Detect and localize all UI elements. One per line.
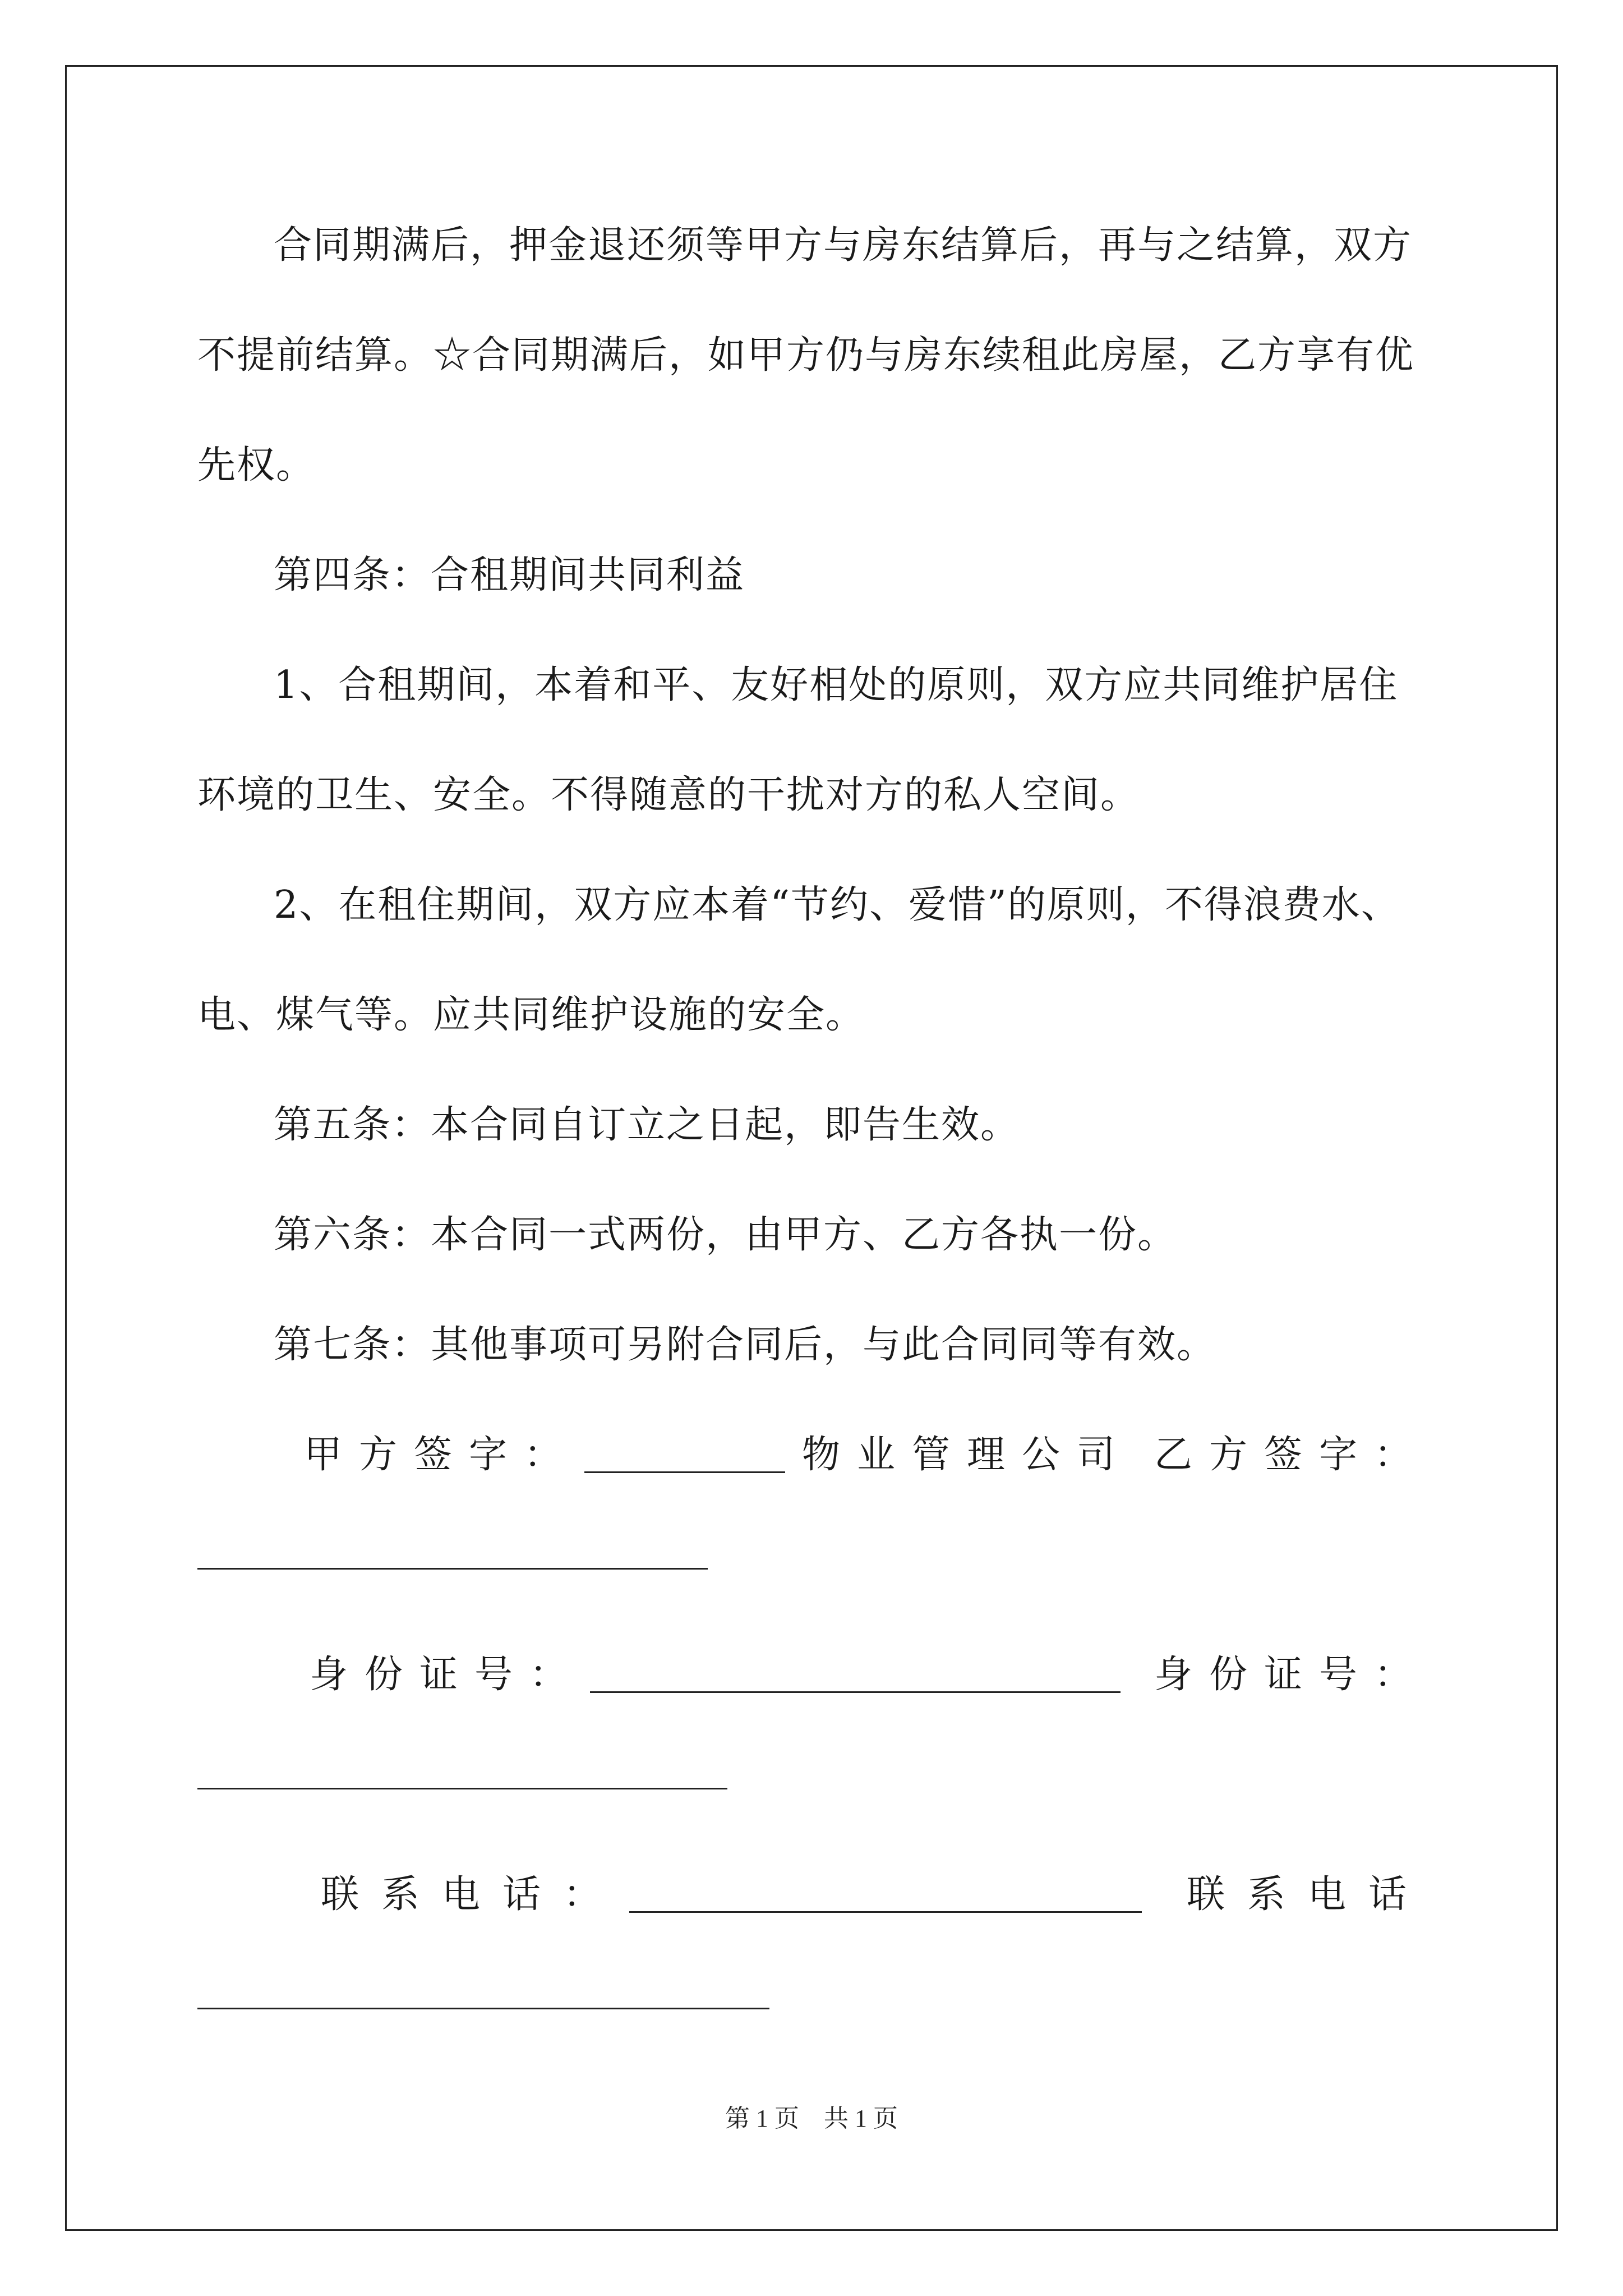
party-b-sign-label: 乙方签字：	[1154, 1433, 1429, 1477]
article-7: 第七条：其他事项可另附合同后，与此合同同等有效。	[274, 1323, 1216, 1367]
paragraph-article-4-item-2: 2、在租住期间，双方应本着“节约、爱惜”的原则，不得浪费水、电、煤气等。应共同维护设施的安全。	[197, 883, 1400, 1037]
party-b-sign-blank-row	[197, 1510, 1429, 1620]
party-b-id-blank-row	[197, 1730, 1429, 1840]
paragraph-deposit-settlement: 合同期满后，押金退还须等甲方与房东结算后，再与之结算，双方不提前结算。☆合同期满后，如甲方仍与房东续租此房屋，乙方享有优先权。	[197, 223, 1415, 487]
party-a-sign-blank	[584, 1438, 785, 1473]
id-number-row	[197, 1620, 1429, 1730]
article-4-heading: 第四条：合租期间共同利益	[274, 553, 745, 597]
party-b-phone-label: 联系电话	[1186, 1872, 1429, 1917]
article-5: 第五条：本合同自订立之日起，即告生效。	[274, 1103, 1020, 1147]
party-a-phone-label: 联系电话：	[321, 1872, 624, 1917]
party-a-id-blank	[590, 1658, 1121, 1693]
article-6: 第六条：本合同一式两份，由甲方、乙方各执一份。	[274, 1213, 1177, 1257]
party-a-sign-label: 甲方签字：	[304, 1433, 579, 1477]
page-number-footer: 第 1 页 共 1 页	[725, 2105, 898, 2132]
phone-row	[197, 1840, 1429, 1950]
party-b-phone-blank	[197, 1974, 769, 2009]
signature-row	[197, 1400, 1429, 1510]
party-b-id-blank	[197, 1754, 727, 1789]
party-b-phone-blank-row	[197, 1950, 1429, 2060]
party-a-phone-blank	[629, 1878, 1142, 1913]
paragraph-article-4-item-1: 1、合租期间，本着和平、友好相处的原则，双方应共同维护居住环境的卫生、安全。不得随意的干扰对方的私人空间。	[197, 663, 1399, 817]
property-company-text: 物业管理公司	[801, 1433, 1132, 1477]
party-b-sign-blank	[197, 1534, 708, 1570]
party-b-id-label: 身份证号：	[1154, 1653, 1429, 1697]
document-body	[197, 191, 1429, 2060]
party-a-id-label: 身份证号：	[310, 1653, 585, 1697]
